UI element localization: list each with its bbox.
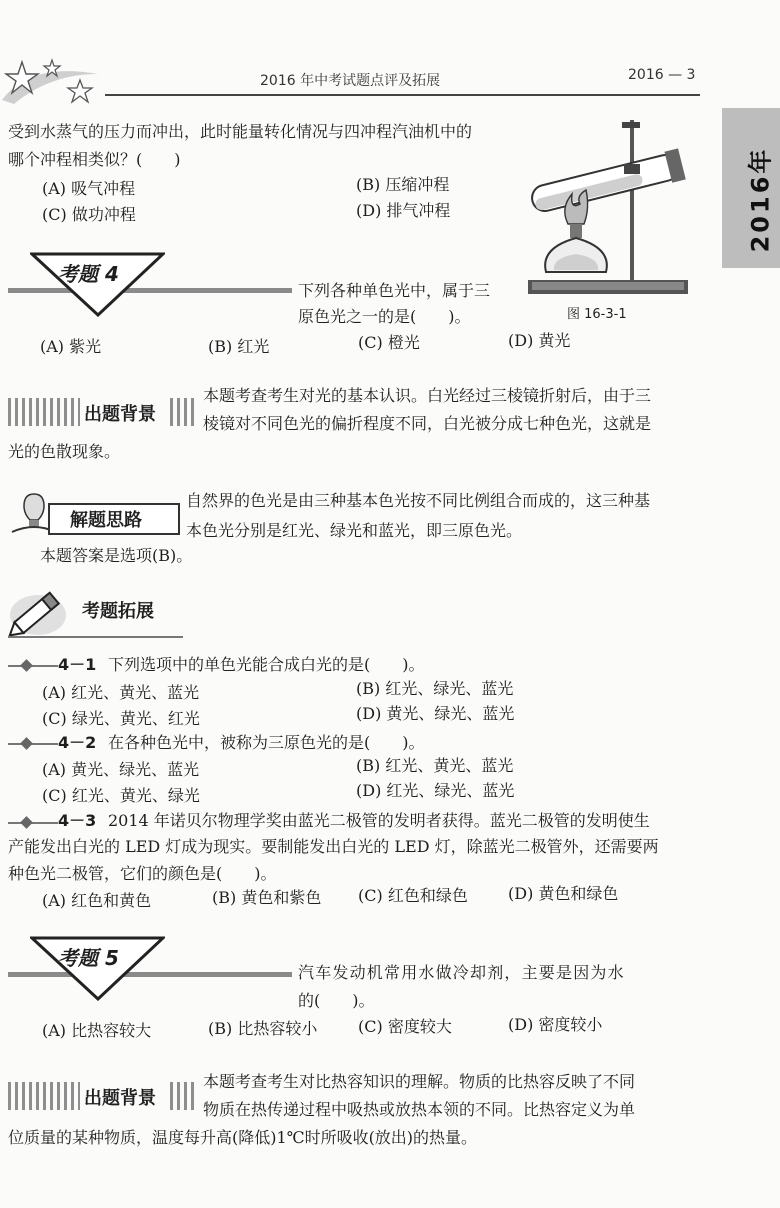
figure-caption: 图 16-3-1 xyxy=(567,307,627,322)
item-4-3-stem-1: 2014 年诺贝尔物理学奖由蓝光二极管的发明者获得。蓝光二极管的发明使生 xyxy=(108,811,650,830)
item-4-1-option-a: (A) 红光、黄光、蓝光 xyxy=(42,683,200,702)
extension-rule xyxy=(8,636,183,638)
q5-option-c: (C) 密度较大 xyxy=(358,1017,452,1036)
q4-background-line-1: 本题考查考生对光的基本认识。白光经过三棱镜折射后，由于三 xyxy=(203,386,652,405)
intro-option-b: (B) 压缩冲程 xyxy=(356,175,450,194)
q5-option-d: (D) 密度较小 xyxy=(508,1015,603,1034)
item-4-3-option-a: (A) 红色和黄色 xyxy=(42,891,152,910)
q5-option-b: (B) 比热容较小 xyxy=(208,1019,318,1038)
q4-badge: 考题 4 xyxy=(58,262,119,286)
page-number: 2016 — 3 xyxy=(628,67,696,83)
item-4-1-diamond-icon xyxy=(20,659,33,672)
q4-option-d: (D) 黄光 xyxy=(508,331,571,350)
star-decoration-icon xyxy=(0,52,105,107)
q5-background-stripes-left xyxy=(8,1082,80,1110)
q5-text-2: 的( )。 xyxy=(298,991,375,1010)
year-side-tab: 2016年 xyxy=(722,108,780,268)
item-4-3-number: 4－3 xyxy=(58,811,97,830)
approach-label: 解题思路 xyxy=(70,510,142,531)
item-4-2-option-b: (B) 红光、黄光、蓝光 xyxy=(356,756,514,775)
header-title: 2016 年中考试题点评及拓展 xyxy=(260,73,441,89)
q4-background-stripes-right xyxy=(170,398,196,426)
item-4-2-option-c: (C) 红光、黄光、绿光 xyxy=(42,786,200,805)
q4-background-line-2: 棱镜对不同色光的偏折程度不同，白光被分成七种色光，这就是 xyxy=(203,414,652,433)
q4-option-b: (B) 红光 xyxy=(208,337,270,356)
pencil-icon xyxy=(8,585,70,637)
q4-background-stripes-left xyxy=(8,398,80,426)
item-4-2-stem: 在各种色光中，被称为三原色光的是( )。 xyxy=(108,733,425,752)
item-4-1-stem: 下列选项中的单色光能合成白光的是( )。 xyxy=(108,655,425,674)
q5-background-line-2: 物质在热传递过程中吸热或放热本领的不同。比热容定义为单 xyxy=(203,1100,636,1119)
item-4-2-option-a: (A) 黄光、绿光、蓝光 xyxy=(42,760,200,779)
item-4-1-number: 4－1 xyxy=(58,655,97,674)
item-4-2-option-d: (D) 红光、绿光、蓝光 xyxy=(356,781,515,800)
q4-background-line-3: 光的色散现象。 xyxy=(8,442,121,461)
intro-line-1: 受到水蒸气的压力而冲出，此时能量转化情况与四冲程汽油机中的 xyxy=(8,122,473,141)
extension-label: 考题拓展 xyxy=(82,601,154,622)
q5-option-a: (A) 比热容较大 xyxy=(42,1021,152,1040)
approach-line-2: 本色光分别是红光、绿光和蓝光，即三原色光。 xyxy=(186,521,523,540)
item-4-3-option-d: (D) 黄色和绿色 xyxy=(508,884,619,903)
item-4-3-stem-3: 种色光二极管，它们的颜色是( )。 xyxy=(8,864,277,883)
intro-option-d: (D) 排气冲程 xyxy=(356,201,451,220)
q4-text-1: 下列各种单色光中，属于三 xyxy=(298,281,491,300)
approach-line-1: 自然界的色光是由三种基本色光按不同比例组合而成的，这三种基 xyxy=(186,491,651,510)
intro-line-2: 哪个冲程相类似？( ) xyxy=(8,150,181,169)
test-tube-apparatus-figure xyxy=(510,112,700,302)
intro-option-c: (C) 做功冲程 xyxy=(42,205,136,224)
item-4-1-option-b: (B) 红光、绿光、蓝光 xyxy=(356,679,514,698)
q5-background-line-1: 本题考查考生对比热容知识的理解。物质的比热容反映了不同 xyxy=(203,1072,636,1091)
answer-line: 本题答案是选项(B)。 xyxy=(40,546,193,565)
q4-text-2: 原色光之一的是( )。 xyxy=(298,307,471,326)
q4-option-c: (C) 橙光 xyxy=(358,333,420,352)
q4-option-a: (A) 紫光 xyxy=(40,337,102,356)
q5-background-stripes-right xyxy=(170,1082,196,1110)
q5-background-line-3: 位质量的某种物质，温度每升高(降低)1℃时所吸收(放出)的热量。 xyxy=(8,1128,478,1147)
item-4-2-number: 4－2 xyxy=(58,733,97,752)
q5-text-1: 汽车发动机常用水做冷却剂，主要是因为水 xyxy=(298,963,625,982)
item-4-1-option-d: (D) 黄光、绿光、蓝光 xyxy=(356,704,515,723)
item-4-1-option-c: (C) 绿光、黄光、红光 xyxy=(42,709,200,728)
item-4-3-stem-2: 产能发出白光的 LED 灯成为现实。要制能发出白光的 LED 灯，除蓝光二极管外，还需要两 xyxy=(8,837,659,856)
item-4-3-option-b: (B) 黄色和紫色 xyxy=(212,888,322,907)
item-4-2-diamond-icon xyxy=(20,737,33,750)
header-rule xyxy=(105,94,700,96)
q4-background-label: 出题背景 xyxy=(84,404,156,425)
item-4-3-diamond-icon xyxy=(20,816,33,829)
q5-background-label: 出题背景 xyxy=(84,1088,156,1109)
intro-option-a: (A) 吸气冲程 xyxy=(42,179,136,198)
q5-badge: 考题 5 xyxy=(58,946,119,970)
item-4-3-option-c: (C) 红色和绿色 xyxy=(358,886,468,905)
